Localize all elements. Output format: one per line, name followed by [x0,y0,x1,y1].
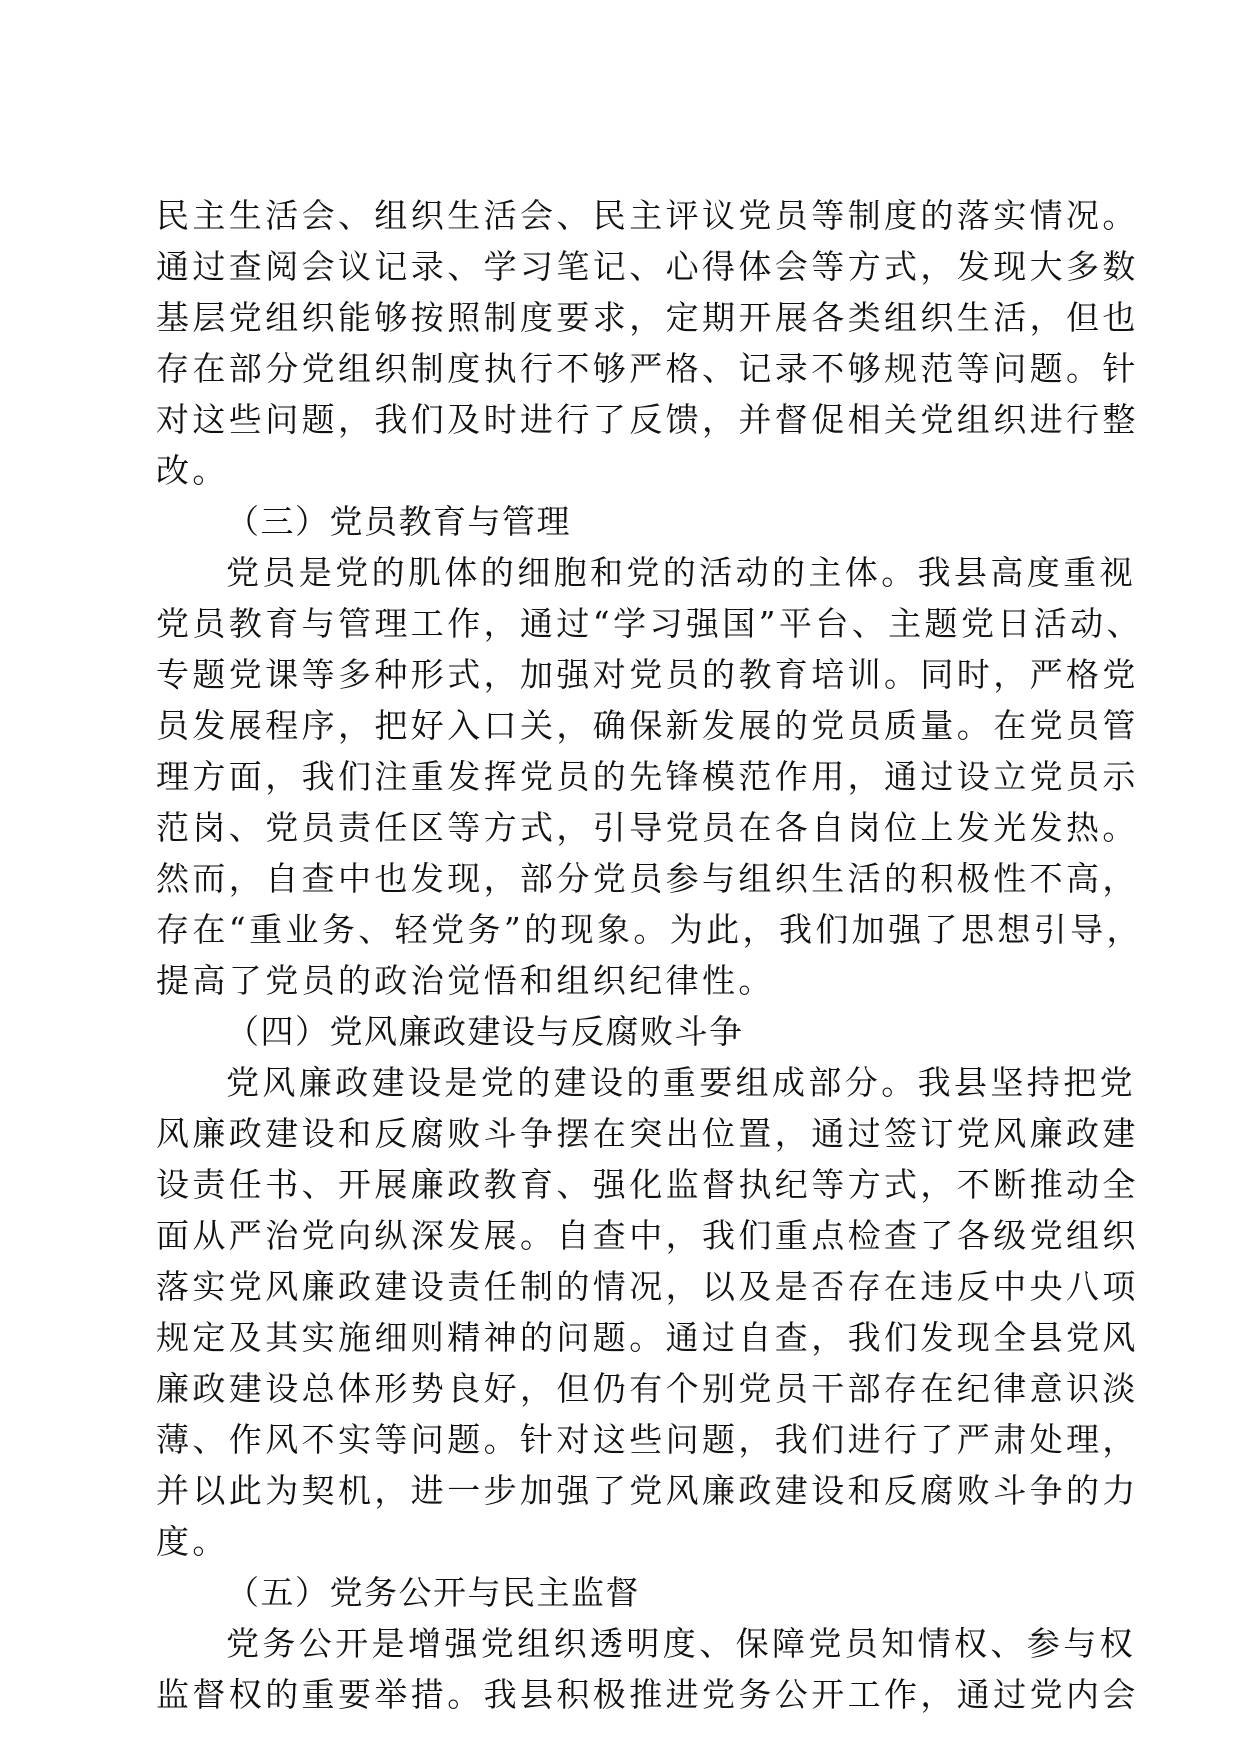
body-line: 通过查阅会议记录、学习笔记、心得体会等方式，发现大多数 [156,247,1139,286]
paragraph-first-line: 党务公开是增强党组织透明度、保障党员知情权、参与权 [226,1624,1136,1663]
body-line: 专题党课等多种形式，加强对党员的教育培训。同时，严格党 [156,655,1139,694]
section-heading-5: （五）党务公开与民主监督 [226,1573,640,1612]
document-body [156,190,1143,1720]
body-line: 落实党风廉政建设责任制的情况，以及是否存在违反中央八项 [156,1267,1139,1306]
body-line: 改。 [156,451,229,490]
body-line: 存在部分党组织制度执行不够严格、记录不够规范等问题。针 [156,349,1139,388]
body-line: 度。 [156,1522,229,1561]
body-line: 理方面，我们注重发挥党员的先锋模范作用，通过设立党员示 [156,757,1139,796]
body-line: 员发展程序，把好入口关，确保新发展的党员质量。在党员管 [156,706,1139,745]
body-line: 存在“重业务、轻党务”的现象。为此，我们加强了思想引导， [156,910,1143,949]
body-line: 面从严治党向纵深发展。自查中，我们重点检查了各级党组织 [156,1216,1139,1255]
paragraph-first-line: 党风廉政建设是党的建设的重要组成部分。我县坚持把党 [226,1063,1136,1102]
body-line: 党员教育与管理工作，通过“学习强国”平台、主题党日活动、 [156,604,1143,643]
body-line: 范岗、党员责任区等方式，引导党员在各自岗位上发光发热。 [156,808,1139,847]
body-line: 风廉政建设和反腐败斗争摆在突出位置，通过签订党风廉政建 [156,1114,1139,1153]
body-line: 廉政建设总体形势良好，但仍有个别党员干部存在纪律意识淡 [156,1369,1139,1408]
section-heading-3: （三）党员教育与管理 [226,502,571,541]
body-line: 薄、作风不实等问题。针对这些问题，我们进行了严肃处理， [156,1420,1139,1459]
body-line: 对这些问题，我们及时进行了反馈，并督促相关党组织进行整 [156,400,1139,439]
body-line: 规定及其实施细则精神的问题。通过自查，我们发现全县党风 [156,1318,1139,1357]
paragraph-first-line: 党员是党的肌体的细胞和党的活动的主体。我县高度重视 [226,553,1136,592]
body-line: 民主生活会、组织生活会、民主评议党员等制度的落实情况。 [156,196,1139,235]
body-line: 并以此为契机，进一步加强了党风廉政建设和反腐败斗争的力 [156,1471,1139,1510]
section-heading-4: （四）党风廉政建设与反腐败斗争 [226,1012,744,1051]
body-line: 然而，自查中也发现，部分党员参与组织生活的积极性不高， [156,859,1139,898]
body-line: 设责任书、开展廉政教育、强化监督执纪等方式，不断推动全 [156,1165,1139,1204]
body-line: 监督权的重要举措。我县积极推进党务公开工作，通过党内会 [156,1675,1139,1714]
body-line: 提高了党员的政治觉悟和组织纪律性。 [156,961,775,1000]
body-line: 基层党组织能够按照制度要求，定期开展各类组织生活，但也 [156,298,1139,337]
